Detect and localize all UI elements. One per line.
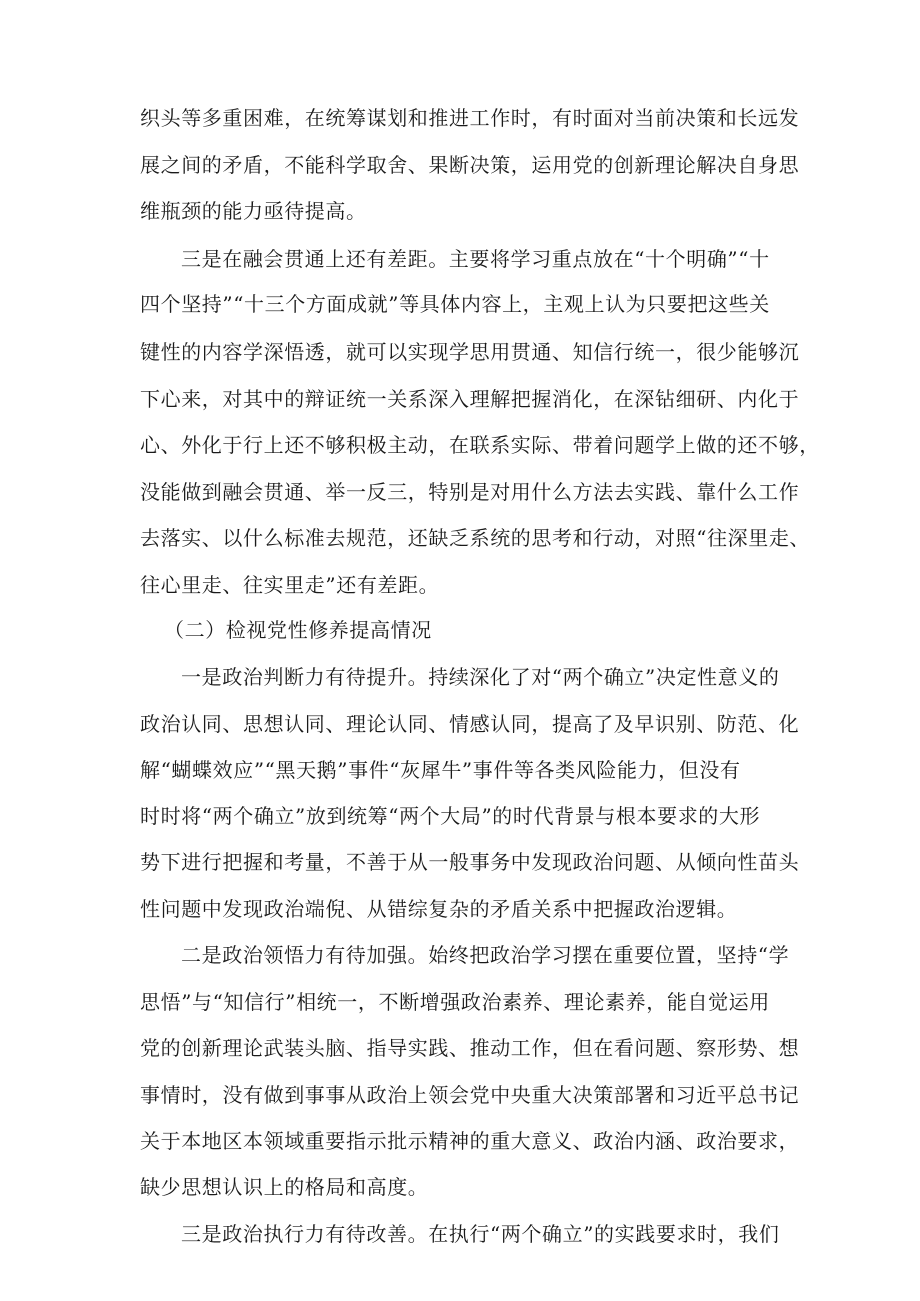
text-line: 织头等多重困难，在统筹谋划和推进工作时，有时面对当前决策和长远发 (140, 106, 800, 130)
text-line: 政治认同、思想认同、理论认同、情感认同，提高了及早识别、防范、化 (140, 712, 800, 736)
text-line: 事情时，没有做到事事从政治上领会党中央重大决策部署和习近平总书记 (140, 1083, 800, 1107)
text-line: 去落实、以什么标准去规范，还缺乏系统的思考和行动，对照“往深里走、 (140, 526, 811, 550)
text-line: 缺少思想认识上的格局和高度。 (140, 1175, 429, 1199)
paragraph-first-line: 一是政治判断力有待提升。持续深化了对“两个确立”决定性意义的 (181, 665, 780, 689)
text-line: 没能做到融会贯通、举一反三，特别是对用什么方法去实践、靠什么工作 (140, 480, 800, 504)
paragraph-first-line: 二是政治领悟力有待加强。始终把政治学习摆在重要位置，坚持“学 (181, 943, 790, 967)
paragraph-first-line: 三是在融会贯通上还有差距。主要将学习重点放在“十个明确”“十 (181, 247, 770, 271)
text-line: 维瓶颈的能力亟待提高。 (140, 199, 367, 223)
text-line: 党的创新理论武装头脑、指导实践、推动工作，但在看问题、察形势、想 (140, 1036, 800, 1060)
text-line: 势下进行把握和考量，不善于从一般事务中发现政治问题、从倾向性苗头 (140, 850, 800, 874)
text-line: 关于本地区本领域重要指示批示精神的重大意义、政治内涵、政治要求， (140, 1129, 800, 1153)
section-heading: （二）检视党性修养提高情况 (164, 618, 432, 642)
paragraph-first-line: 三是政治执行力有待改善。在执行“两个确立”的实践要求时，我们 (181, 1222, 780, 1246)
text-line: 下心来，对其中的辩证统一关系深入理解把握消化，在深钻细研、内化于 (140, 387, 800, 411)
text-line: 性问题中发现政治端倪、从错综复杂的矛盾关系中把握政治逻辑。 (140, 897, 738, 921)
text-line: 思悟”与“知信行”相统一，不断增强政治素养、理论素养，能自觉运用 (140, 990, 770, 1014)
text-line: 键性的内容学深悟透，就可以实现学思用贯通、知信行统一，很少能够沉 (140, 340, 800, 364)
text-line: 四个坚持”“十三个方面成就”等具体内容上，主观上认为只要把这些关 (140, 292, 770, 316)
text-line: 展之间的矛盾，不能科学取舍、果断决策，运用党的创新理论解决自身思 (140, 153, 800, 177)
text-line: 心、外化于行上还不够积极主动，在联系实际、带着问题学上做的还不够， (140, 433, 820, 457)
text-line: 时时将“两个确立”放到统筹“两个大局”的时代背景与根本要求的大形 (140, 804, 761, 828)
text-line: 解“蝴蝶效应”“黑天鹅”事件“灰犀牛”事件等各类风险能力，但没有 (140, 758, 741, 782)
text-line: 往心里走、往实里走”还有差距。 (140, 573, 440, 597)
